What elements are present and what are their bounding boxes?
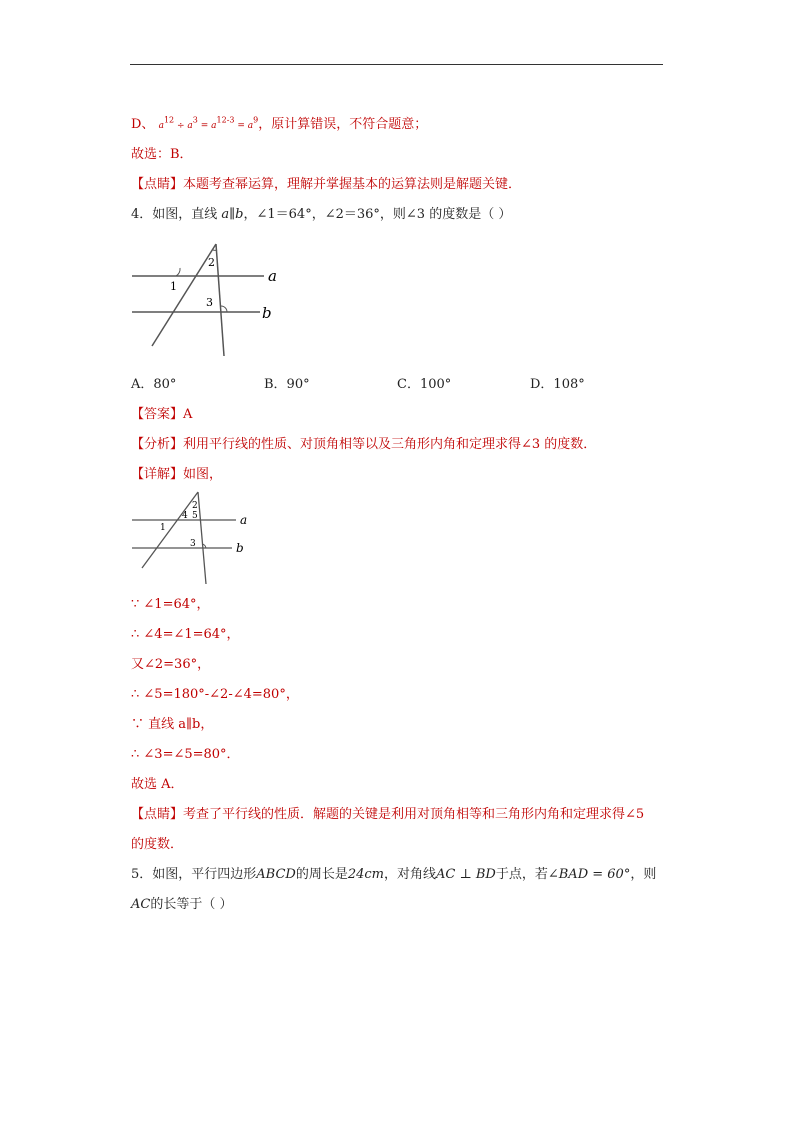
stem-part: 的周长是	[295, 867, 348, 882]
label-3: 3	[190, 539, 196, 549]
question-4-figure	[128, 236, 288, 360]
label-1: 1	[170, 280, 177, 293]
analysis-tag: 【分析】	[131, 437, 184, 452]
operator: =	[197, 121, 212, 131]
option-a: A．80°	[131, 377, 177, 392]
option-b: B．90°	[264, 377, 310, 392]
label-b: b	[236, 541, 244, 555]
step-2: ∴ ∠4=∠1=64°，	[131, 627, 240, 642]
label-a: a	[268, 267, 277, 285]
exponent: 9	[253, 115, 259, 125]
label-4: 4	[182, 511, 188, 521]
option-c: C．100°	[397, 377, 452, 392]
comment-3	[131, 176, 521, 194]
comment-tag: 【点睛】	[131, 807, 184, 822]
step-5: ∵ 直线 a∥b，	[131, 717, 214, 732]
option-d: D．108°	[530, 377, 585, 392]
step-3: 又∠2=36°，	[131, 657, 211, 672]
header-rule	[130, 64, 663, 65]
base-a: a	[158, 121, 164, 131]
label-b: b	[262, 304, 272, 322]
detail-4	[131, 466, 222, 484]
label-2: 2	[208, 256, 215, 269]
analysis-text: 利用平行线的性质、对顶角相等以及三角形内角和定理求得∠3 的度数．	[183, 437, 597, 452]
detail-text: 如图，	[183, 467, 223, 482]
answer-3: 故选：B．	[131, 147, 193, 162]
base-a: a	[211, 121, 217, 131]
label-a: a	[240, 513, 248, 527]
answer-4	[131, 406, 192, 424]
option-d-explanation	[131, 116, 427, 135]
segment-ac: AC	[131, 897, 151, 912]
transversal-1	[152, 244, 216, 346]
exponent: 12	[163, 115, 175, 125]
step-7: 故选 A．	[131, 777, 184, 792]
shape-name: ABCD	[256, 867, 296, 882]
base-a: a	[187, 121, 193, 131]
step-6: ∴ ∠3=∠5=80°．	[131, 747, 240, 762]
transversal-2	[198, 492, 206, 584]
stem-part: 5．如图，平行四边形	[131, 867, 257, 882]
question-5-stem	[131, 866, 656, 884]
question-4-stem	[131, 206, 511, 224]
answer-value: A	[183, 407, 193, 422]
stem-part: ，∠1＝64°，∠2＝36°，则∠3 的度数是（ ）	[243, 207, 512, 222]
label-1: 1	[160, 523, 166, 533]
comment-4-cont: 的度数．	[131, 837, 184, 852]
operator: =	[234, 121, 248, 131]
detail-tag: 【详解】	[131, 467, 184, 482]
angle-condition: ∠BAD = 60°	[547, 867, 631, 882]
stem-part: 4．如图，直线	[131, 207, 222, 222]
option-d-label: D、	[131, 117, 155, 132]
exponent: 3	[192, 115, 198, 125]
base-a: a	[247, 121, 254, 131]
comment-tag: 【点睛】	[131, 177, 184, 192]
operator: ÷	[174, 121, 188, 131]
angle-3-arc	[221, 306, 227, 312]
comment-text: 本题考查幂运算，理解并掌握基本的运算法则是解题关键．	[183, 177, 522, 192]
angle-1-arc	[176, 268, 180, 276]
solution-figure	[128, 488, 268, 588]
stem-part: 于点，若	[495, 867, 548, 882]
diagonal-relation: AC ⊥ BD	[436, 867, 496, 882]
step-4: ∴ ∠5=180°-∠2-∠4=80°，	[131, 687, 299, 702]
transversal-1	[142, 492, 198, 568]
perimeter: 24cm	[347, 867, 385, 882]
answer-tag: 【答案】	[131, 407, 184, 422]
question-5-stem-cont	[131, 896, 232, 914]
exponent: 12-3	[216, 115, 235, 125]
comment-text: 考查了平行线的性质．解题的关键是利用对顶角相等和三角形内角和定理求得∠5	[183, 807, 645, 822]
label-3: 3	[206, 296, 213, 309]
option-d-verdict: ，原计算错误，不符合题意；	[258, 117, 428, 132]
analysis-4	[131, 436, 596, 454]
stem-part: 的长等于（ ）	[150, 897, 233, 912]
label-5: 5	[192, 511, 198, 521]
stem-part: ，对角线	[384, 867, 437, 882]
transversal-2	[216, 244, 224, 356]
comment-4	[131, 806, 644, 824]
label-2: 2	[192, 501, 198, 511]
stem-part: ，则	[630, 867, 657, 882]
step-1: ∵ ∠1=64°，	[131, 597, 210, 612]
parallel-expression: a∥b	[221, 207, 244, 222]
